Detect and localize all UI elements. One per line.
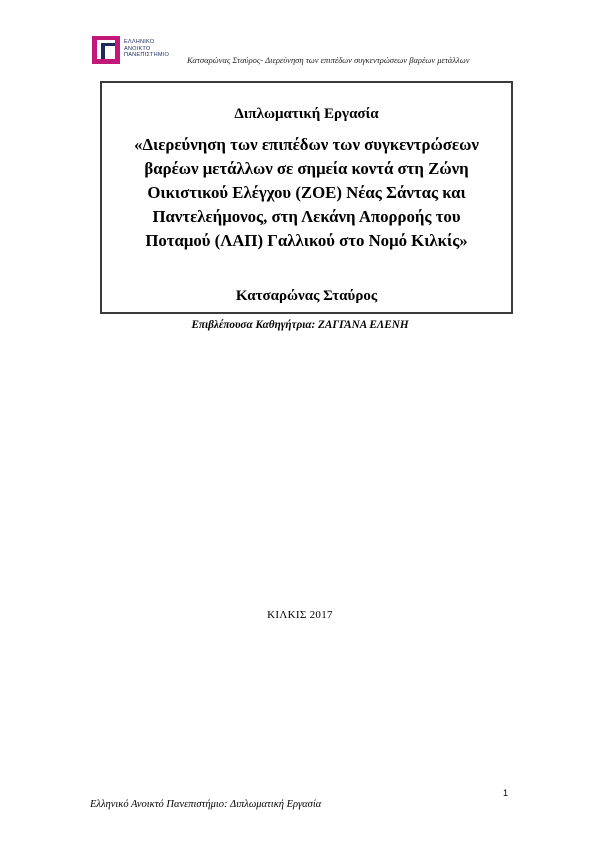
author-name: Κατσαρώνας Σταύρος (235, 288, 378, 304)
thesis-title-line: «Διερεύνηση των επιπέδων των συγκεντρώσεων (134, 135, 479, 154)
thesis-label: Διπλωματική Εργασία (234, 106, 379, 122)
page-number: 1 (503, 788, 509, 798)
logo-line-3: ΠΑΝΕΠΙΣΤΗΜΙΟ (124, 52, 170, 59)
thesis-title (108, 133, 505, 253)
thesis-title-line: Παντελεήμονος, στη Λεκάνη Απορροής του (152, 207, 461, 226)
university-logo-icon (92, 36, 120, 64)
thesis-title-line: βαρέων μετάλλων σε σημεία κοντά στη Ζώνη (144, 159, 469, 178)
title-box (100, 81, 513, 314)
running-header: Κατσαρώνας Σταύρος- Διερεύνηση των επιπέδων συγκεντρώσεων βαρέων μετάλλων (187, 55, 470, 65)
page-footer: Ελληνικό Ανοικτό Πανεπιστήμιο: Διπλωματική Εργασία (90, 799, 322, 810)
supervisor-line: Επιβλέπουσα Καθηγήτρια: ΖΑΓΓΑΝΑ ΕΛΕΝΗ (191, 319, 409, 331)
thesis-title-line: Ποταμού (ΛΑΠ) Γαλλικού στο Νομό Κιλκίς» (145, 231, 468, 250)
logo-line-1: ΕΛΛΗΝΙΚΟ (124, 39, 155, 45)
logo-wordmark (124, 39, 169, 59)
logo-line-2: ΑΝΟΙΚΤΟ (124, 45, 151, 52)
thesis-title-line: Οικιστικού Ελέγχου (ΖΟΕ) Νέας Σάντας και (147, 183, 466, 202)
place-year: ΚΙΛΚΙΣ 2017 (267, 609, 333, 621)
university-logo (92, 36, 182, 66)
